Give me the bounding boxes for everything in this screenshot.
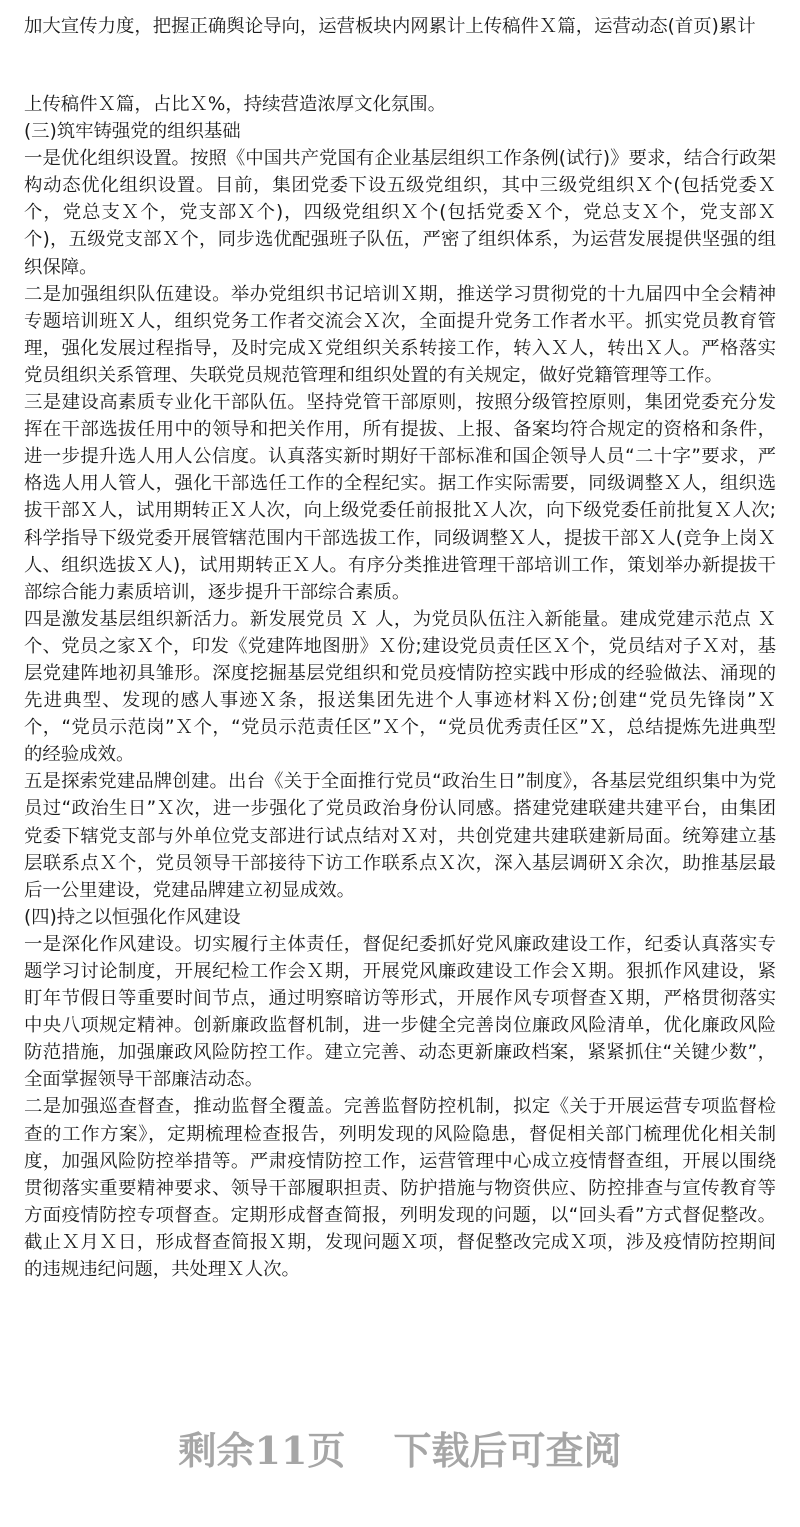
download-prompt[interactable] xyxy=(0,1420,800,1475)
document-body xyxy=(24,91,776,1283)
paragraph: 二是加强组织队伍建设。举办党组织书记培训Ｘ期，推送学习贯彻党的十九届四中全会精神专题培训班Ｘ人，组织党务工作者交流会Ｘ次，全面提升党务工作者水平。抓实党员教育管理，强化发展过程指导，及时完成Ｘ党组织关系转接工作，转入Ｘ人，转出Ｘ人。严格落实党员组织关系管理、失联党员规范管理和组织处置的有关规定，做好党籍管理等工作。 xyxy=(24,283,776,386)
page-fragment-top xyxy=(24,13,776,40)
section-heading: (三)筑牢铸强党的组织基础 xyxy=(24,121,241,143)
paragraph: 一是深化作风建设。切实履行主体责任，督促纪委抓好党风廉政建设工作，纪委认真落实专题学习讨论制度，开展纪检工作会Ｘ期，开展党风廉政建设工作会Ｘ期。狠抓作风建设，紧盯年节假日等重要时间节点，通过明察暗访等形式，开展作风专项督查Ｘ期，严格贯彻落实中央八项规定精神。创新廉政监督机制，进一步健全完善岗位廉政风险清单，优化廉政风险防范措施，加强廉政风险防控工作。建立完善、动态更新廉政档案，紧紧抓住“关键少数”，全面掌握领导干部廉洁动态。 xyxy=(24,933,776,1091)
paragraph: 四是激发基层组织新活力。新发展党员 Ｘ 人，为党员队伍注入新能量。建成党建示范点 Ｘ个、党员之家Ｘ个，印发《党建阵地图册》Ｘ份;建设党员责任区Ｘ个，党员结对子Ｘ对，基层党建阵地初具雏形。深度挖掘基层党组织和党员疫情防控实践中形成的经验做法、涌现的先进典型、发现的感人事迹Ｘ条，报送集团先进个人事迹材料Ｘ份;创建“党员先锋岗”Ｘ个，“党员示范岗”Ｘ个，“党员示范责任区”Ｘ个，“党员优秀责任区”Ｘ，总结提炼先进典型的经验成效。 xyxy=(24,608,776,766)
paragraph: 二是加强巡查督查，推动监督全覆盖。完善监督防控机制，拟定《关于开展运营专项监督检查的工作方案》，定期梳理检查报告，列明发现的风险隐患，督促相关部门梳理优化相关制度，加强风险防控举措等。严肃疫情防控工作，运营管理中心成立疫情督查组，开展以围绕贯彻落实重要精神要求、领导干部履职担责、防护措施与物资供应、防控排查与宣传教育等方面疫情防控专项督查。定期形成督查简报，列明发现的问题，以“回头看”方式督促整改。截止Ｘ月Ｘ日，形成督查简报Ｘ期，发现问题Ｘ项，督促整改完成Ｘ项，涉及疫情防控期间的违规违纪问题，共处理Ｘ人次。 xyxy=(24,1096,776,1281)
download-to-view-label: 下载后可查阅 xyxy=(393,1428,622,1473)
paragraph: 加大宣传力度，把握正确舆论导向，运营板块内网累计上传稿件Ｘ篇，运营动态(首页)累计 xyxy=(24,16,756,37)
paragraph: 三是建设高素质专业化干部队伍。坚持党管干部原则，按照分级管控原则，集团党委充分发挥在干部选拔任用中的领导和把关作用，所有提拔、上报、备案均符合规定的资格和条件，进一步提升选人用人公信度。认真落实新时期好干部标准和国企领导人员“二十字”要求，严格选人用人管人，强化干部选任工作的全程纪实。据工作实际需要，同级调整Ｘ人，组织选拔干部Ｘ人，试用期转正Ｘ人次，向上级党委任前报批Ｘ人次，向下级党委任前批复Ｘ人次;科学指导下级党委开展管辖范围内干部选拔工作，同级调整Ｘ人，提拔干部Ｘ人(竞争上岗Ｘ人、组织选拔Ｘ人)，试用期转正Ｘ人。有序分类推进管理干部培训工作，策划举办新提拔干部综合能力素质培训，逐步提升干部综合素质。 xyxy=(24,392,776,603)
paragraph: 一是优化组织设置。按照《中国共产党国有企业基层组织工作条例(试行)》要求，结合行政架构动态优化组织设置。目前，集团党委下设五级党组织，其中三级党组织Ｘ个(包括党委Ｘ个，党总支Ｘ个，党支部Ｘ个)，四级党组织Ｘ个(包括党委Ｘ个，党总支Ｘ个，党支部Ｘ个)，五级党支部Ｘ个，同步选优配强班子队伍，严密了组织体系，为运营发展提供坚强的组织保障。 xyxy=(24,148,776,278)
section-heading: (四)持之以恒强化作风建设 xyxy=(24,906,241,928)
paragraph: 五是探索党建品牌创建。出台《关于全面推行党员“政治生日”制度》，各基层党组织集中为党员过“政治生日”Ｘ次，进一步强化了党员政治身份认同感。搭建党建联建共建平台，由集团党委下辖党支部与外单位党支部进行试点结对Ｘ对，共创党建共建联建新局面。统筹建立基层联系点Ｘ个，党员领导干部接待下访工作联系点Ｘ次，深入基层调研Ｘ余次，助推基层最后一公里建设，党建品牌建立初显成效。 xyxy=(24,771,776,901)
paragraph: 上传稿件Ｘ篇，占比Ｘ%，持续营造浓厚文化氛围。 xyxy=(24,94,447,115)
remaining-pages-label: 剩余11页 xyxy=(178,1428,346,1473)
